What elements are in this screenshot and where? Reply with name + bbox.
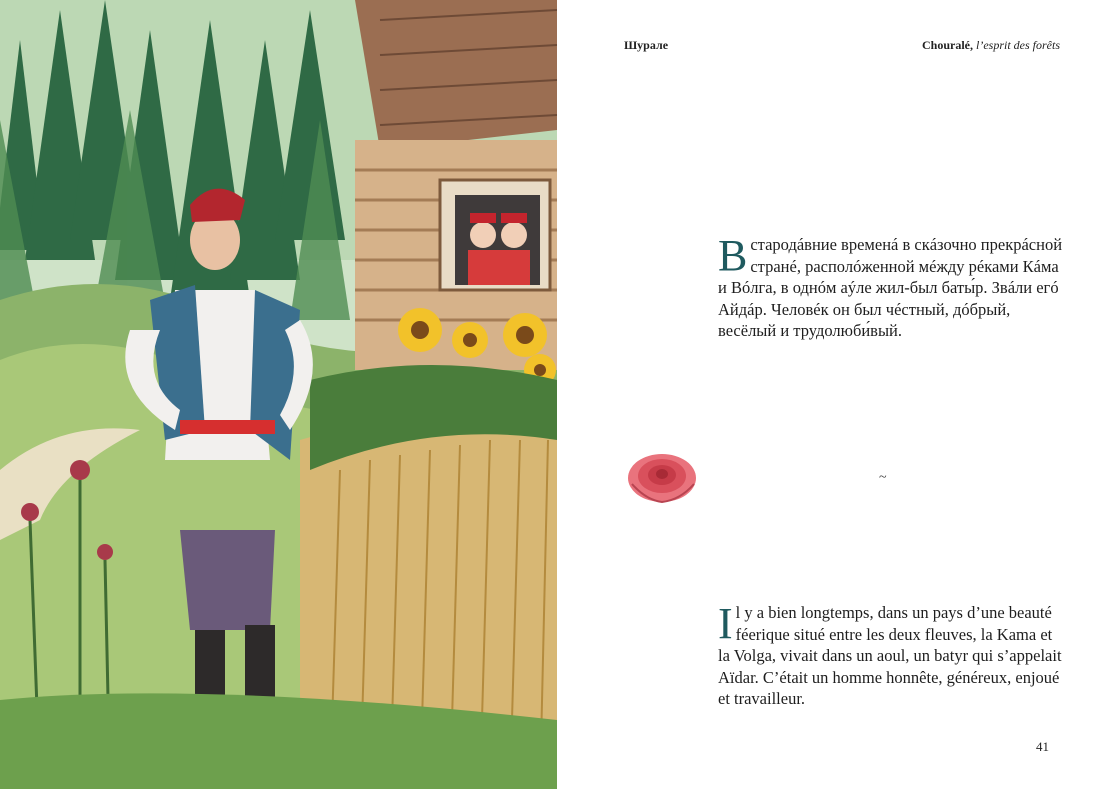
running-header-left: Шурале	[624, 38, 669, 52]
dropcap-russian: В	[718, 231, 748, 280]
paragraph-russian	[718, 231, 1063, 342]
ornament-tilde: ~	[879, 470, 887, 485]
paragraph-russian-text: стародáвние временá в скáзочно прекрáсной странé, располóженной мéжду рéками Кáма и Вóлга, в однóм аýле жил-был баты́р. Звáли егó Айдáр. Человéк он был чéстный, дóбрый, весёлый и трудолюби́вый.	[718, 235, 1063, 341]
rose-flower-icon	[626, 448, 698, 504]
illustration-page	[0, 0, 557, 789]
paragraph-french	[718, 599, 1063, 710]
header-title-bold: Chouralé,	[922, 38, 973, 52]
watercolor-illustration	[0, 0, 557, 789]
page-number: 41	[1036, 739, 1049, 754]
running-header-right	[922, 38, 1060, 53]
dropcap-french: I	[718, 599, 733, 648]
paragraph-french-text: l y a bien longtemps, dans un pays d’une beauté féerique situé entre les deux fleuves, la Kama et la Volga, vivait dans un aoul, un batyr qui s’appelait Aïdar. C’était un homme honnête, généreux, enjoué et travailleur.	[718, 603, 1062, 709]
header-title-italic: l’esprit des forêts	[973, 38, 1060, 52]
